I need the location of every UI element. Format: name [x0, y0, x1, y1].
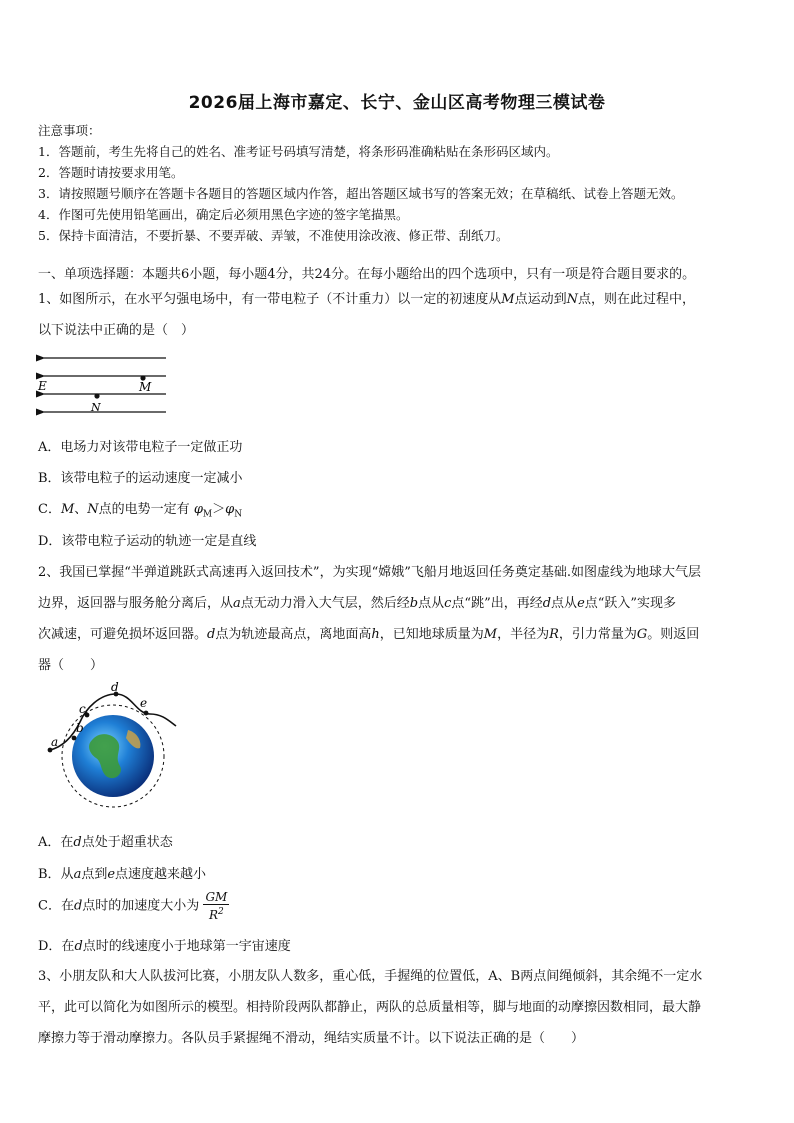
- notice-item: 4．作图可先使用铅笔画出，确定后必须用黑色字迹的签字笔描黑。: [38, 207, 409, 222]
- var-M: M: [501, 292, 515, 307]
- var-R: R: [208, 908, 219, 922]
- var-N: N: [87, 502, 99, 517]
- section-heading: 一、单项选择题：本题共6小题，每小题4分，共24分。在每小题给出的四个选项中，只有一项是符合题目要求的。: [38, 267, 696, 282]
- option-text: B．从: [38, 867, 74, 882]
- var-e: e: [107, 867, 116, 882]
- option-text: C．在: [38, 898, 74, 914]
- option-text: A．在: [38, 835, 74, 850]
- q1-text: 以下说法中正确的是（ ）: [38, 323, 195, 338]
- point-N: [94, 393, 99, 398]
- q1-text: 1、如图所示，在水平匀强电场中，有一带电粒子（不计重力）以一定的初速度从: [38, 292, 502, 307]
- label-d: d: [111, 680, 119, 694]
- var-a: a: [73, 867, 82, 882]
- var-R: R: [549, 627, 559, 642]
- option-text: 点的电势一定有: [98, 502, 190, 517]
- option-text: D．在: [38, 939, 75, 954]
- symbol-phi: φ: [225, 502, 235, 517]
- exam-title: 2026届上海市嘉定、长宁、金山区高考物理三模试卷: [188, 93, 606, 113]
- exponent: 2: [218, 907, 224, 917]
- label-M: M: [139, 380, 152, 394]
- q1-option-a[interactable]: A．电场力对该带电粒子一定做正功: [38, 440, 243, 455]
- q3-text: 平，此可以简化为如图所示的模型。相持阶段两队都静止，两队的总质量相等，脚与地面的动摩擦因数相同，最大静: [38, 1000, 702, 1015]
- q1-option-d[interactable]: D．该带电粒子运动的轨迹一定是直线: [38, 534, 257, 549]
- notice-item: 5．保持卡面清洁，不要折暴、不要弄破、弄皱，不准使用涂改液、修正带、刮纸刀。: [38, 228, 509, 243]
- q2-text: 。则返回: [647, 627, 700, 642]
- reentry-figure: [40, 680, 190, 810]
- q2-text: 点为轨迹最高点，离地面高: [215, 627, 372, 642]
- question-1-stem: [38, 284, 763, 346]
- q2-text: ，已知地球质量为: [379, 627, 484, 642]
- q2-option-c[interactable]: [38, 890, 229, 922]
- var-d: d: [542, 596, 552, 611]
- notice-item: 3．请按照题号顺序在答题卡各题目的答题区域内作答，超出答题区域书写的答案无效；在草稿纸、试卷上答题无效。: [38, 186, 684, 201]
- fraction-numerator: GM: [205, 890, 228, 904]
- var-e: e: [577, 596, 585, 611]
- electric-field-figure: [36, 350, 176, 420]
- var-c: c: [444, 596, 452, 611]
- var-h: h: [371, 627, 380, 642]
- var-G: G: [636, 627, 648, 642]
- q2-text: 次减速，可避免损坏返回器。: [38, 627, 208, 642]
- q1-text: 点，则在此过程中，: [577, 292, 695, 307]
- option-text: 、: [74, 502, 88, 517]
- q2-text: 点从: [418, 596, 445, 611]
- option-label: C．: [38, 502, 61, 517]
- notice-item: 2．答题时请按要求用笔。: [38, 165, 184, 180]
- subscript-M: M: [202, 509, 213, 520]
- question-2-stem: [38, 557, 763, 681]
- q1-text: 点运动到: [514, 292, 567, 307]
- q2-text: 边界，返回器与服务舱分离后，从: [38, 596, 234, 611]
- option-text: 点速度越来越小: [115, 867, 207, 882]
- greater-than-sign: ＞: [212, 502, 226, 517]
- q2-option-d[interactable]: [38, 935, 291, 954]
- fraction-denominator: [203, 905, 229, 922]
- q3-text: 3、小朋友队和大人队拔河比赛，小朋友队人数多，重心低，手握绳的位置低，A、B两点间绳倾斜，其余绳不一定水: [38, 969, 703, 984]
- label-b: b: [76, 721, 84, 735]
- q1-option-b[interactable]: B．该带电粒子的运动速度一定减小: [38, 471, 243, 486]
- notice-heading: 注意事项：: [38, 123, 101, 138]
- option-text: 点时的加速度大小为: [82, 898, 200, 914]
- subscript-N: N: [234, 509, 243, 520]
- var-M: M: [483, 627, 498, 642]
- notice-block: [38, 120, 768, 246]
- point-e: [144, 711, 149, 716]
- symbol-phi: φ: [193, 502, 203, 517]
- option-text: 点处于超重状态: [81, 835, 173, 850]
- q2-text: 点从: [551, 596, 578, 611]
- label-N: N: [91, 401, 101, 414]
- q2-text: 点无动力滑入大气层，然后经: [240, 596, 410, 611]
- var-a: a: [233, 596, 241, 611]
- label-a: a: [51, 735, 59, 749]
- option-text: 点时的线速度小于地球第一宇宙速度: [82, 939, 291, 954]
- q3-text: 摩擦力等于滑动摩擦力。各队员手紧握绳不滑动，绳结实质量不计。以下说法正确的是（ ）: [38, 1031, 585, 1046]
- q2-option-a[interactable]: [38, 831, 173, 850]
- q2-text: 点“跳”出，再经: [451, 596, 543, 611]
- label-c: c: [79, 702, 86, 716]
- var-d: d: [207, 627, 216, 642]
- q2-text: 器（ ）: [38, 658, 104, 673]
- question-3-stem: [38, 961, 763, 1054]
- q2-text: 点“跃入”实现多: [584, 596, 677, 611]
- var-M: M: [60, 502, 75, 517]
- var-d: d: [73, 835, 82, 850]
- q2-text: ，半径为: [497, 627, 550, 642]
- var-d: d: [73, 898, 83, 914]
- var-d: d: [74, 939, 83, 954]
- q2-text: ，引力常量为: [558, 627, 637, 642]
- label-E: E: [38, 379, 47, 393]
- q2-option-b[interactable]: [38, 863, 206, 882]
- fraction-gm-over-r2: [203, 890, 229, 922]
- var-N: N: [566, 292, 578, 307]
- option-text: 点到: [81, 867, 108, 882]
- q1-option-c[interactable]: [38, 498, 242, 520]
- var-b: b: [409, 596, 419, 611]
- point-b: [72, 736, 77, 741]
- label-e: e: [140, 696, 148, 710]
- notice-item: 1．答题前，考生先将自己的姓名、准考证号码填写清楚，将条形码准确粘贴在条形码区域内。: [38, 144, 559, 159]
- q2-text: 2、我国已掌握“半弹道跳跃式高速再入返回技术”，为实现“嫦娥”飞船月地返回任务奠定基础.如图虚线为地球大气层: [38, 565, 701, 580]
